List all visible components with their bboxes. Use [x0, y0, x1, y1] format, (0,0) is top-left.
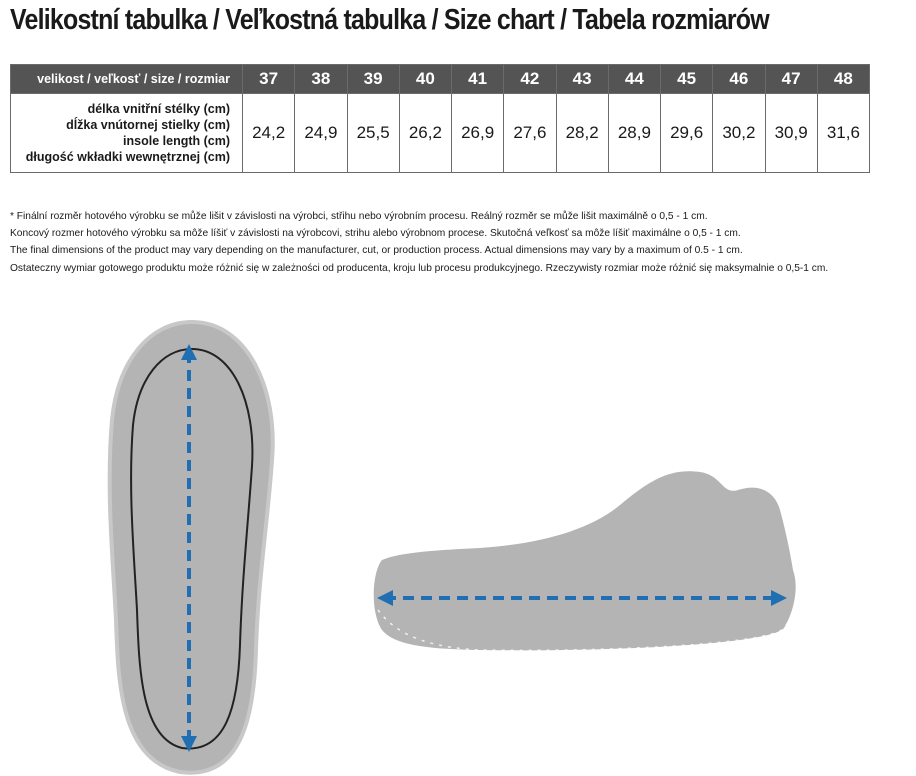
length-cell: 31,6 [817, 94, 869, 173]
size-chart-table [10, 64, 870, 173]
size-cell: 39 [347, 65, 399, 94]
length-cell: 28,2 [556, 94, 608, 173]
length-cell: 24,2 [243, 94, 295, 173]
insole-icon [110, 322, 273, 773]
length-cell: 25,5 [347, 94, 399, 173]
length-cell: 24,9 [295, 94, 347, 173]
size-cell: 47 [765, 65, 817, 94]
row-label-en: insole length (cm) [123, 134, 230, 148]
page-title: Velikostní tabulka / Veľkostná tabulka / Size chart / Tabela rozmiarów [10, 4, 769, 36]
row-label-cz: délka vnitřní stélky (cm) [87, 102, 230, 116]
size-cell: 45 [661, 65, 713, 94]
note-en: The final dimensions of the product may vary depending on the manufacturer, cut, or production process. Actual dimensions may vary by a maximum of 0.5 - 1 cm. [10, 245, 743, 257]
shoe-side-icon [374, 471, 796, 650]
size-header-label: velikost / veľkosť / size / rozmiar [11, 65, 243, 94]
length-cell: 29,6 [661, 94, 713, 173]
insole-length-label [11, 94, 243, 173]
row-label-sk: dĺžka vnútornej stielky (cm) [66, 118, 230, 132]
disclaimer-notes [10, 208, 910, 277]
length-cell: 26,9 [452, 94, 504, 173]
size-cell: 43 [556, 65, 608, 94]
size-cell: 38 [295, 65, 347, 94]
length-cell: 30,2 [713, 94, 765, 173]
size-cell: 41 [452, 65, 504, 94]
size-cell: 40 [399, 65, 451, 94]
size-cell: 42 [504, 65, 556, 94]
size-cell: 46 [713, 65, 765, 94]
table-row [11, 94, 870, 173]
measurement-illustration [0, 300, 916, 776]
note-cz: * Finální rozměr hotového výrobku se může lišit v závislosti na výrobci, střihu nebo výrobním procesu. Reálný rozměr se může lišit maximálně o 0,5 - 1 cm. [10, 211, 708, 222]
length-cell: 28,9 [608, 94, 660, 173]
size-cell: 48 [817, 65, 869, 94]
length-cell: 30,9 [765, 94, 817, 173]
size-cell: 37 [243, 65, 295, 94]
table-header-row [11, 65, 870, 94]
note-pl: Ostateczny wymiar gotowego produktu może różnić się w zależności od producenta, kroju lub procesu produkcyjnego. Rzeczywisty rozmiar może różnić się maksymalnie o 0,5-1 cm. [10, 262, 829, 274]
length-cell: 26,2 [399, 94, 451, 173]
length-cell: 27,6 [504, 94, 556, 173]
note-sk: Koncový rozmer hotového výrobku sa môže líšiť v závislosti na výrobcovi, strihu alebo výrobnom procese. Skutočná veľkosť sa môže líšiť maximálne o 0,5 - 1 cm. [10, 228, 741, 240]
size-cell: 44 [608, 65, 660, 94]
row-label-pl: długość wkładki wewnętrznej (cm) [25, 150, 230, 164]
